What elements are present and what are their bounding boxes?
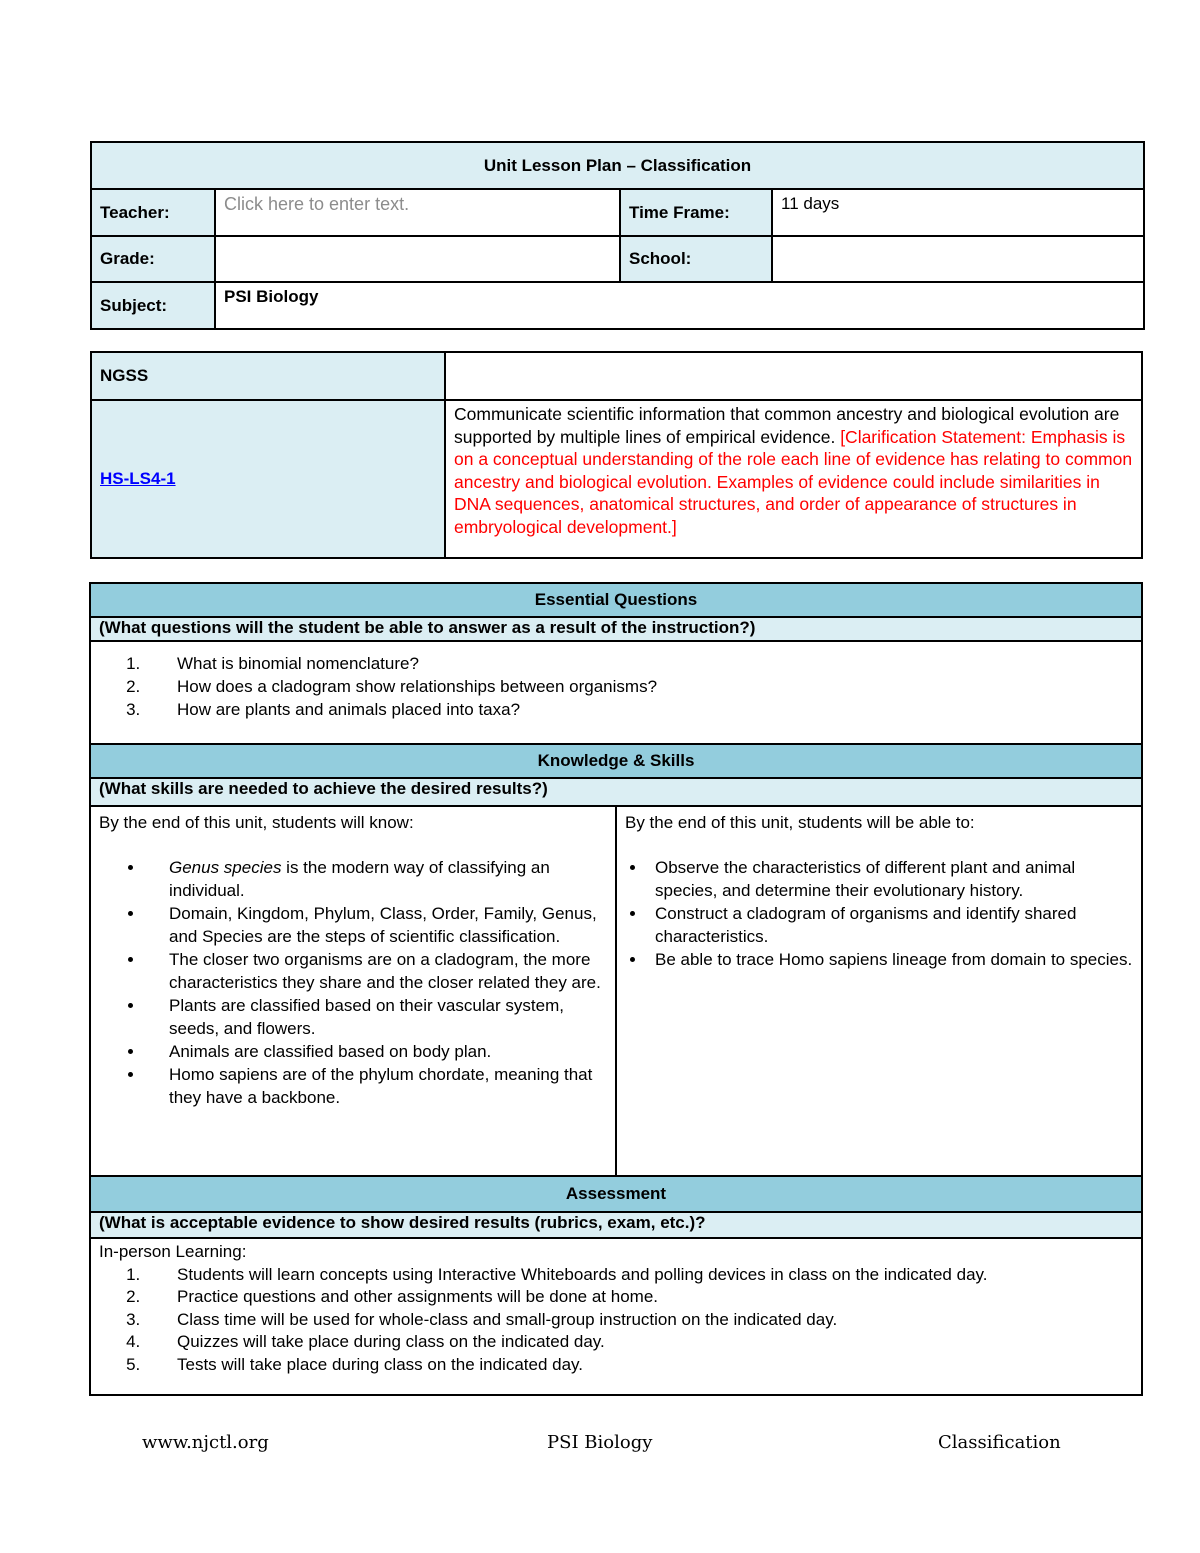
school-label: School: <box>620 236 772 282</box>
footer-website: www.njctl.org <box>142 1432 269 1453</box>
list-item: • Domain, Kingdom, Phylum, Class, Order, Family, Genus, and Species are the steps of scientific classification. <box>145 902 607 948</box>
essential-questions-list <box>99 652 1133 721</box>
able-intro: By the end of this unit, students will be able to: <box>625 813 975 832</box>
genus-species-italic: Genus species <box>169 858 282 877</box>
assessment-heading: Assessment <box>90 1176 1142 1212</box>
essential-questions-subheading: (What questions will the student be able to answer as a result of the instruction?) <box>90 617 1142 641</box>
list-item-text: is the modern way of classifying an individual. <box>169 858 550 900</box>
footer-unit: Classification <box>938 1432 1061 1453</box>
know-intro: By the end of this unit, students will know: <box>99 813 414 832</box>
list-item <box>145 856 607 902</box>
standard-link[interactable]: HS-LS4-1 <box>100 469 176 488</box>
list-item: 1. What is binomial nomenclature? <box>145 652 1133 675</box>
grade-label: Grade: <box>91 236 215 282</box>
list-item: • Be able to trace Homo sapiens lineage from domain to species. <box>647 948 1133 971</box>
assessment-list <box>99 1264 1133 1377</box>
standard-description <box>445 400 1142 558</box>
essential-questions-heading: Essential Questions <box>90 583 1142 617</box>
essential-questions-list-cell <box>90 641 1142 744</box>
header-table <box>90 141 1145 330</box>
ngss-label: NGSS <box>91 352 445 400</box>
able-cell <box>616 806 1142 1176</box>
list-item: • Homo sapiens are of the phylum chordate, meaning that they have a backbone. <box>145 1063 607 1109</box>
list-item: 5. Tests will take place during class on the indicated day. <box>145 1354 1133 1377</box>
list-item: • Plants are classified based on their vascular system, seeds, and flowers. <box>145 994 607 1040</box>
list-item: 3. Class time will be used for whole-class and small-group instruction on the indicated day. <box>145 1309 1133 1332</box>
assessment-intro: In-person Learning: <box>99 1242 247 1261</box>
able-list <box>625 856 1133 971</box>
list-item: • Observe the characteristics of different plant and animal species, and determine their evolutionary history. <box>647 856 1133 902</box>
main-table <box>89 582 1143 1396</box>
know-list <box>99 856 607 1109</box>
time-frame-field[interactable]: 11 days <box>772 189 1144 236</box>
standard-cell <box>91 400 445 558</box>
list-item: 4. Quizzes will take place during class on the indicated day. <box>145 1331 1133 1354</box>
list-item: • Animals are classified based on body plan. <box>145 1040 607 1063</box>
footer-subject: PSI Biology <box>547 1432 653 1453</box>
clarification-statement: [Clarification Statement: Emphasis is on a conceptual understanding of the role each line of evidence has relating to common ancestry and biological evolution. Examples of evidence could include similarities in DNA sequences, anatomical structures, and order of appearance of structures in embryological development.] <box>454 426 1133 537</box>
list-item: • Construct a cladogram of organisms and identify shared characteristics. <box>647 902 1133 948</box>
ngss-empty-cell <box>445 352 1142 400</box>
school-field[interactable] <box>772 236 1144 282</box>
teacher-field[interactable] <box>215 189 620 236</box>
list-item: 2. Practice questions and other assignments will be done at home. <box>145 1286 1133 1309</box>
subject-label: Subject: <box>91 282 215 329</box>
know-cell <box>90 806 616 1176</box>
time-frame-label: Time Frame: <box>620 189 772 236</box>
teacher-placeholder: Click here to enter text. <box>224 194 410 214</box>
teacher-label: Teacher: <box>91 189 215 236</box>
grade-field[interactable] <box>215 236 620 282</box>
assessment-cell <box>90 1238 1142 1395</box>
knowledge-skills-heading: Knowledge & Skills <box>90 744 1142 778</box>
subject-field[interactable]: PSI Biology <box>215 282 1144 329</box>
knowledge-skills-subheading: (What skills are needed to achieve the desired results?) <box>90 778 1142 806</box>
list-item: 2. How does a cladogram show relationships between organisms? <box>145 675 1133 698</box>
list-item: 1. Students will learn concepts using Interactive Whiteboards and polling devices in class on the indicated day. <box>145 1264 1133 1287</box>
list-item: 3. How are plants and animals placed into taxa? <box>145 698 1133 721</box>
page-title: Unit Lesson Plan – Classification <box>91 142 1144 189</box>
standard-text: Communicate scientific information that common ancestry and biological evolution are supported by multiple lines of empirical evidence. <box>454 404 1120 447</box>
ngss-table <box>90 351 1143 559</box>
assessment-subheading: (What is acceptable evidence to show desired results (rubrics, exam, etc.)? <box>90 1212 1142 1238</box>
list-item: • The closer two organisms are on a cladogram, the more characteristics they share and the closer related they are. <box>145 948 607 994</box>
